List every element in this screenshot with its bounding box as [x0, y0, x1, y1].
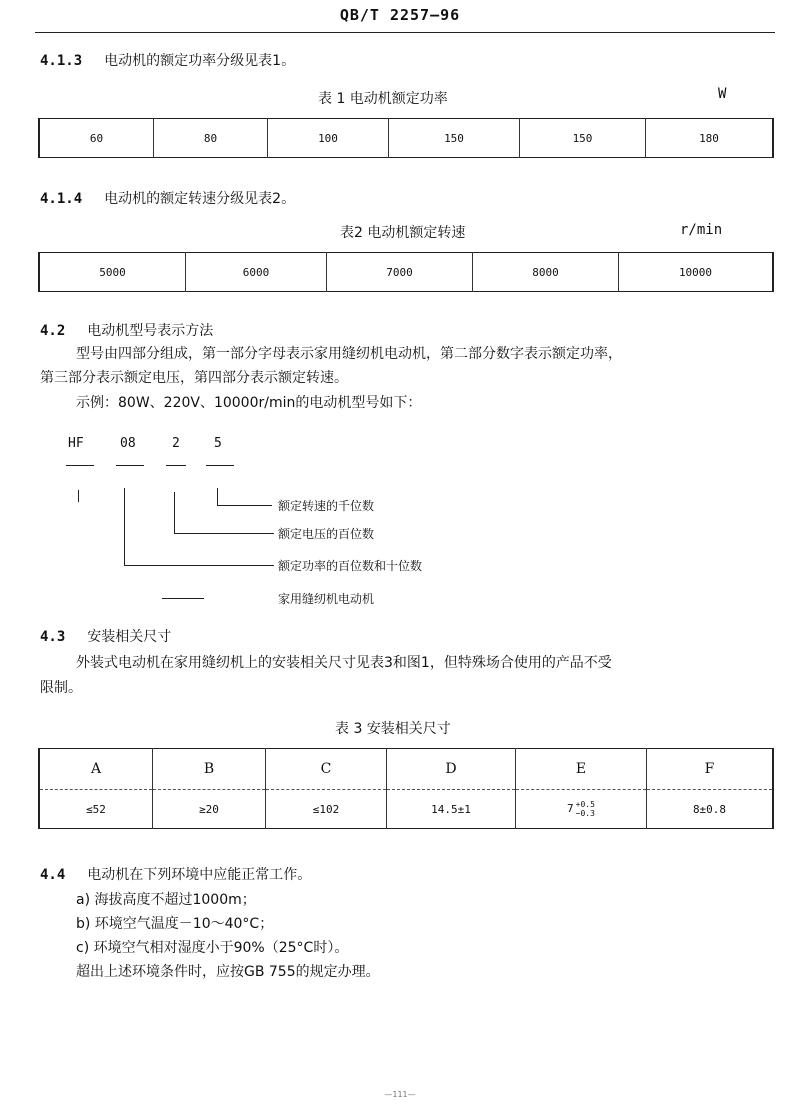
page-footer: —111— — [384, 1090, 416, 1099]
table3-header: D — [387, 749, 516, 790]
section-number: 4.1.4 — [40, 191, 83, 207]
leader-line — [217, 488, 218, 506]
section-number: 4.3 — [40, 629, 66, 645]
section-4-3 — [40, 626, 171, 646]
leader-line — [124, 565, 274, 566]
underline — [66, 465, 94, 466]
label-sewing-machine-motor: 家用缝纫机电动机 — [278, 592, 375, 606]
section-title: 电动机在下列环境中应能正常工作。 — [87, 867, 312, 883]
table2-cell: 7000 — [327, 253, 473, 292]
underline — [206, 465, 234, 466]
table3-cell: ≤52 — [86, 802, 106, 816]
e-base-value: 7 — [567, 802, 574, 815]
section-text: 电动机的额定转速分级见表2。 — [104, 191, 296, 207]
table1-cell: 100 — [268, 119, 389, 158]
list-item: c) 环境空气相对湿度小于90%（25°C时）。 — [76, 940, 349, 956]
leader-line — [124, 488, 125, 566]
table2-cell: 5000 — [99, 265, 126, 279]
table2-cell: 10000 — [619, 253, 774, 292]
paragraph-line: 超出上述环境条件时，应按GB 755的规定办理。 — [76, 964, 380, 980]
model-part-power: 08 — [120, 436, 136, 451]
table2-cell: 8000 — [473, 253, 619, 292]
table3-header: B — [153, 749, 266, 790]
leader-line — [217, 505, 272, 506]
table1-cell: 60 — [89, 131, 104, 145]
section-number: 4.1.3 — [40, 53, 83, 69]
table3-cell-e — [516, 790, 647, 829]
table2-unit: r/min — [680, 222, 723, 238]
label-voltage: 额定电压的百位数 — [278, 527, 375, 541]
table1-unit: W — [718, 86, 727, 102]
paragraph-line: 第三部分表示额定电压，第四部分表示额定转速。 — [40, 370, 348, 386]
table2-cell: 6000 — [186, 253, 327, 292]
label-speed: 额定转速的千位数 — [278, 499, 375, 513]
model-part-speed: 5 — [214, 436, 222, 451]
table2-rated-speed — [38, 252, 774, 292]
paragraph-line: 外装式电动机在家用缝纫机上的安装相关尺寸见表3和图1，但特殊场合使用的产品不受 — [76, 655, 612, 671]
table3-caption: 表 3 安装相关尺寸 — [335, 721, 451, 737]
header-rule — [35, 32, 775, 33]
e-tolerance — [576, 800, 595, 818]
document-code-header: QB/T 2257—96 — [339, 6, 461, 24]
table3-header: F — [647, 749, 774, 790]
e-tolerance-lower: −0.3 — [575, 809, 595, 818]
section-number: 4.4 — [40, 867, 66, 883]
leader-line — [174, 533, 274, 534]
table1-rated-power — [38, 118, 774, 158]
table3-header: C — [266, 749, 387, 790]
list-item: a) 海拔高度不超过1000m； — [76, 892, 256, 908]
table1-cell: 150 — [389, 119, 520, 158]
leader-line — [162, 598, 204, 599]
table3-cell: 8±0.8 — [647, 790, 774, 829]
table3-cell: ≤102 — [266, 790, 387, 829]
model-part-voltage: 2 — [172, 436, 180, 451]
table1-cell: 180 — [646, 119, 774, 158]
table3-installation-dimensions — [38, 748, 774, 829]
label-power: 额定功率的百位数和十位数 — [278, 559, 423, 573]
e-tolerance-upper: +0.5 — [575, 800, 595, 809]
paragraph-line: 示例：80W、220V、10000r/min的电动机型号如下： — [76, 395, 422, 411]
section-text: 电动机的额定功率分级见表1。 — [104, 53, 296, 69]
table3-header: E — [516, 749, 647, 790]
table2-caption: 表2 电动机额定转速 — [340, 225, 466, 241]
table1-cell: 150 — [520, 119, 646, 158]
leader-line — [174, 492, 175, 534]
table1-cell: 80 — [154, 119, 268, 158]
section-title: 安装相关尺寸 — [87, 629, 172, 645]
table1-caption: 表 1 电动机额定功率 — [318, 91, 448, 107]
table3-header: A — [39, 749, 153, 790]
section-title: 电动机型号表示方法 — [87, 323, 214, 339]
underline — [116, 465, 144, 466]
leader-line — [78, 490, 79, 502]
section-4-2 — [40, 320, 213, 340]
paragraph-line: 型号由四部分组成，第一部分字母表示家用缝纫机电动机，第二部分数字表示额定功率， — [76, 346, 622, 362]
underline — [166, 465, 186, 466]
table3-cell: ≥20 — [153, 790, 266, 829]
paragraph-line: 限制。 — [40, 680, 82, 696]
section-4-4 — [40, 864, 311, 884]
list-item: b) 环境空气温度－10～40°C； — [76, 916, 274, 932]
table3-cell: 14.5±1 — [387, 790, 516, 829]
section-4-1-4 — [40, 188, 295, 208]
section-4-1-3 — [40, 50, 295, 70]
model-part-hf: HF — [68, 436, 84, 451]
section-number: 4.2 — [40, 323, 66, 339]
